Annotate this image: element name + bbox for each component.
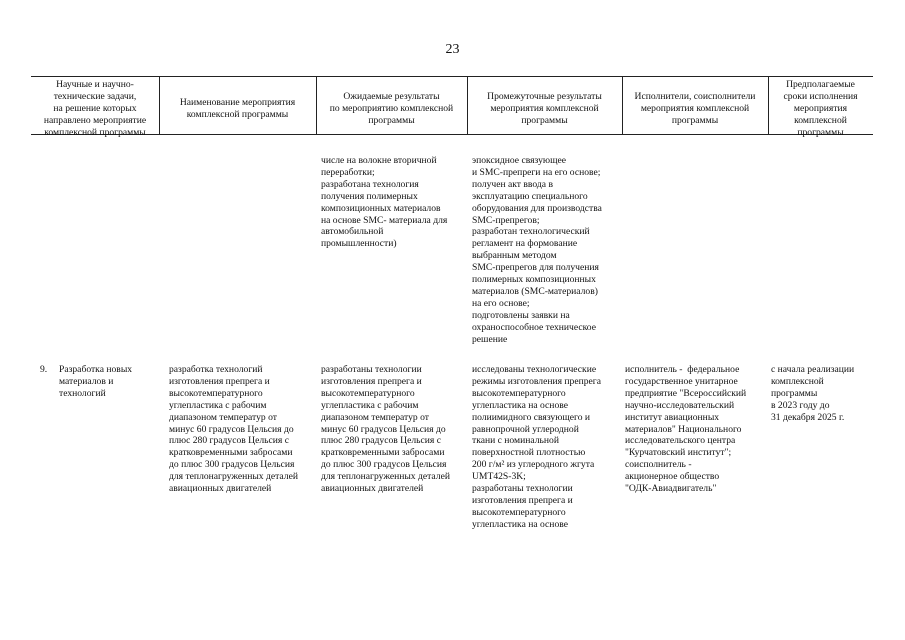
row-measure-name: разработка технологий изготовления препрега и высокотемпературного углепластика с рабочим диапазоном температур от минус 60 градусов Цельсия до плюс 280 градусов Цельсия с кратковременными забросами до плюс 300 градусов Цельсия для теплонагруженных деталей авиационных двигателей bbox=[169, 364, 298, 495]
row-deadline: с начала реализации комплексной программы в 2023 году до 31 декабря 2025 г. bbox=[771, 364, 855, 423]
header-deadlines: Предполагаемые сроки исполнения мероприятия комплексной программы bbox=[783, 79, 858, 138]
header-expected-results: Ожидаемые результаты по мероприятию комплексной программы bbox=[329, 91, 454, 126]
page-number: 23 bbox=[445, 42, 460, 57]
row-task: Разработка новых материалов и технологий bbox=[59, 364, 133, 399]
header-measure-name: Наименование мероприятия комплексной программы bbox=[179, 97, 296, 120]
row-expected-results: разработаны технологии изготовления препрега и высокотемпературного углепластика с рабочим диапазоном температур от минус 60 градусов Цельсия до плюс 280 градусов Цельсия с кратковременными забросами до плюс 300 градусов Цельсия для теплонагруженных деталей авиационных двигателей bbox=[321, 364, 450, 495]
continuation-expected-results: числе на волокне вторичной переработки; разработана технология получения полимерных композиционных материалов на основе SMC- материала для автомобильной промышленности) bbox=[321, 155, 448, 250]
row-intermediate-results: исследованы технологические режимы изготовления препрега высокотемпературного углепластика на основе полиимидного связующего и равнопрочной углеродной ткани с номинальной поверхностной плотностью 200 г/м² из углеродного жгута UMT42S-3K; разработаны технологии изготовления препрега и высокотемпературного углепластика на основе bbox=[472, 364, 601, 530]
header-top-rule bbox=[31, 76, 873, 77]
header-intermediate-results: Промежуточные результаты мероприятия комплексной программы bbox=[487, 91, 602, 126]
header-tasks: Научные и научно- технические задачи, на решение которых направлено мероприятие комплексной программы bbox=[43, 79, 147, 138]
row-executors: исполнитель - федеральное государственное унитарное предприятие "Всероссийский научно-исследовательский институт авиационных материалов" Национального исследовательского центра "Курчатовский институт"; соисполнитель - акционерное общество "ОДК-Авиадвигатель" bbox=[625, 364, 747, 495]
header-executors: Исполнители, соисполнители мероприятия комплексной программы bbox=[634, 91, 756, 126]
continuation-intermediate-results: эпоксидное связующее и SMC-препреги на его основе; получен акт ввода в эксплуатацию специального оборудования для производства SMC-препрегов; разработан технологический регламент на формование выбранным методом SMC-препрегов для получения полимерных композиционных материалов (SMC-материалов) на его основе; подготовлены заявки на охраноспособное техническое решение bbox=[472, 155, 602, 345]
row-number: 9. bbox=[40, 364, 48, 375]
